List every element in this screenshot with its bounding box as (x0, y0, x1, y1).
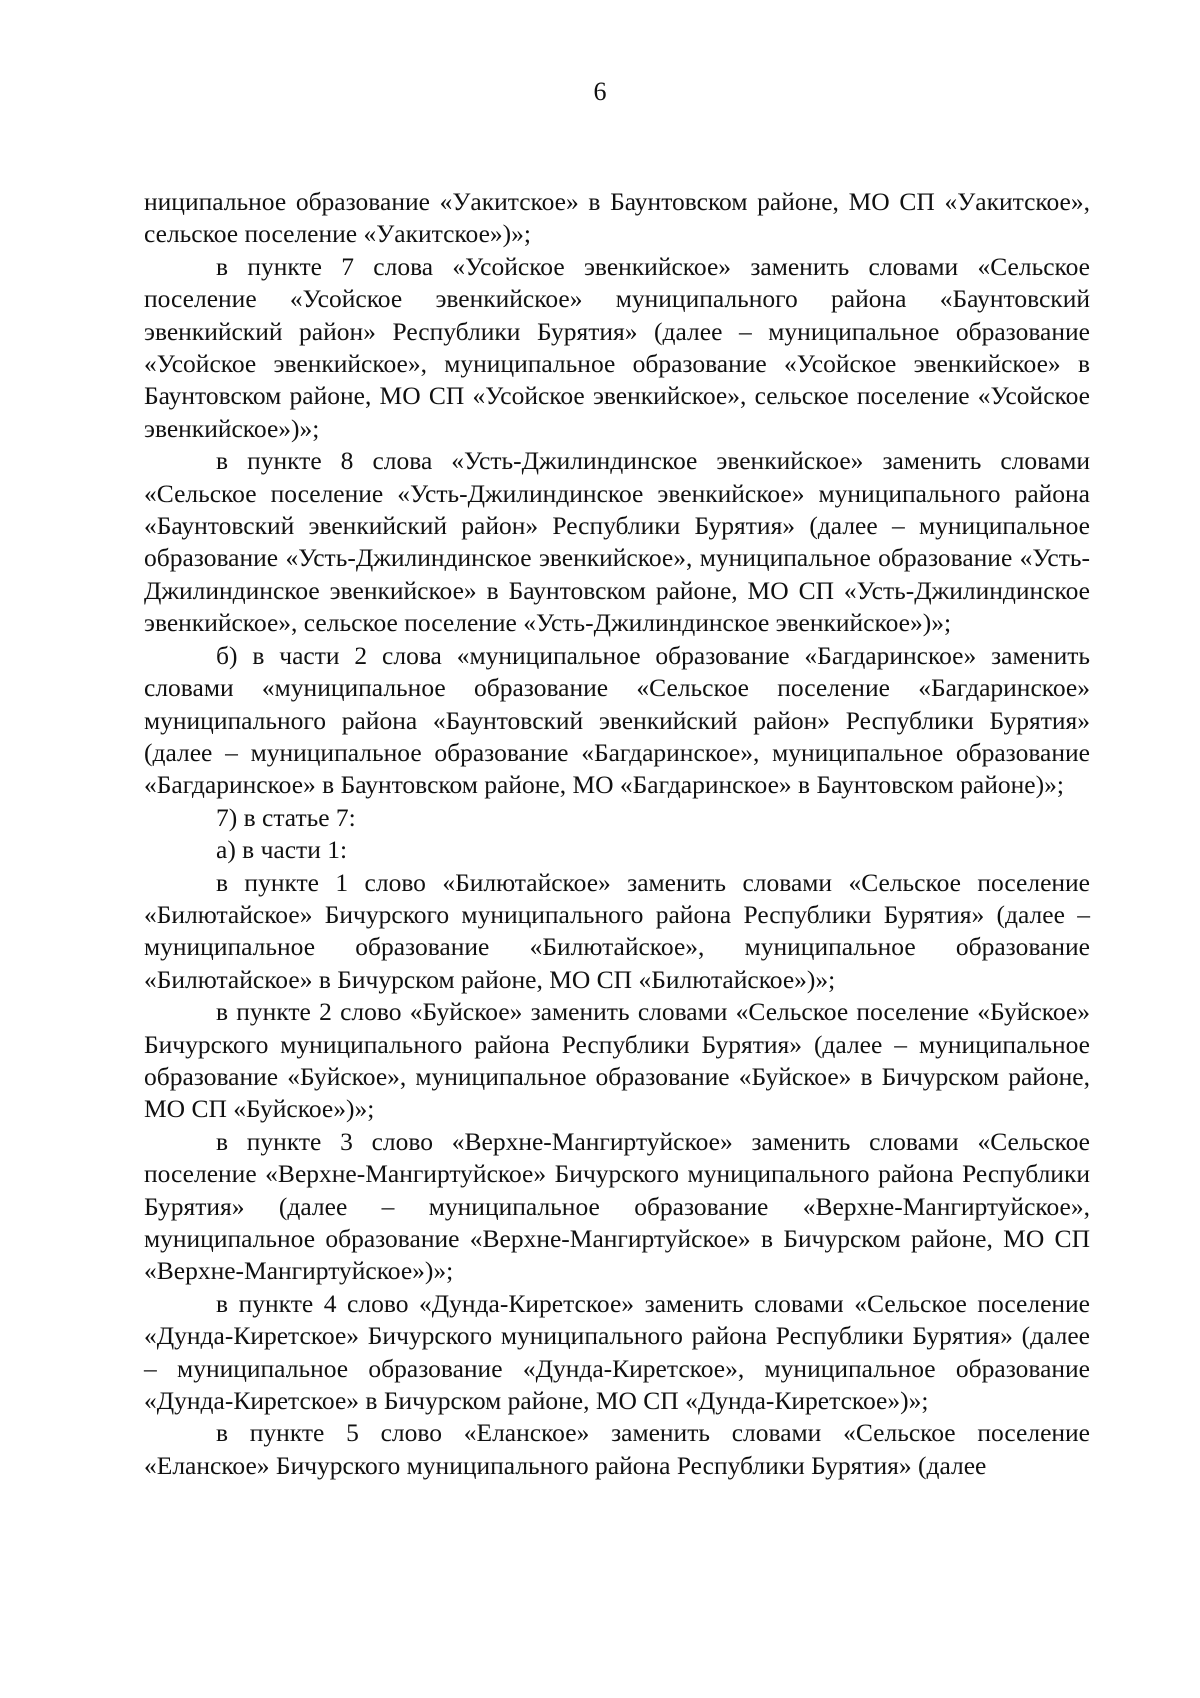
document-body (144, 186, 1090, 1482)
paragraph-article-7: 7) в статье 7: (216, 802, 356, 832)
paragraph-point-3: в пункте 3 слово «Верхне-Мангиртуйское» заменить словами «Сельское поселение «Верхне-Мангиртуйское» Бичурского муниципального района Республики Бурятия» (далее – муниципальное образование «Верхне-Мангиртуйское», муниципальное образование «Верхне-Мангиртуйское» в Бичурском районе, МО СП «Верхне-Мангиртуйское»)»; (144, 1126, 1090, 1286)
paragraph-point-2: в пункте 2 слово «Буйское» заменить словами «Сельское поселение «Буйское» Бичурского муниципального района Республики Бурятия» (далее – муниципальное образование «Буйское», муниципальное образование «Буйское» в Бичурском районе, МО СП «Буйское»)»; (144, 997, 1090, 1124)
paragraph-item-7: в пункте 7 слова «Усойское эвенкийское» заменить словами «Сельское поселение «Усойское эвенкийское» муниципального района «Баунтовский эвенкийский район» Республики Бурятия» (далее – муниципальное образование «Усойское эвенкийское», муниципальное образование «Усойское эвенкийское» в Баунтовском районе, МО СП «Усойское эвенкийское», сельское поселение «Усойское эвенкийское»)»; (144, 251, 1090, 443)
paragraph-point-5: в пункте 5 слово «Еланское» заменить словами «Сельское поселение «Еланское» Бичурского муниципального района Республики Бурятия» (далее (144, 1418, 1090, 1480)
paragraph-point-1: в пункте 1 слово «Билютайское» заменить словами «Сельское поселение «Билютайское» Бичурского муниципального района Республики Бурятия» (далее – муниципальное образование «Билютайское», муниципальное образование «Билютайское» в Бичурском районе, МО СП «Билютайское»)»; (144, 867, 1090, 994)
paragraph-part-1: а) в части 1: (216, 835, 348, 865)
paragraph-item-8: в пункте 8 слова «Усть-Джилиндинское эвенкийское» заменить словами «Сельское поселение «Усть-Джилиндинское эвенкийское» муниципального района «Баунтовский эвенкийский район» Республики Бурятия» (далее – муниципальное образование «Усть-Джилиндинское эвенкийское», муниципальное образование «Усть-Джилиндинское эвенкийское» в Баунтовском районе, МО СП «Усть-Джилиндинское эвенкийское», сельское поселение «Усть-Джилиндинское эвенкийское»)»; (144, 446, 1090, 638)
paragraph-point-4: в пункте 4 слово «Дунда-Киретское» заменить словами «Сельское поселение «Дунда-Киретское» Бичурского муниципального района Республики Бурятия» (далее – муниципальное образование «Дунда-Киретское», муниципальное образование «Дунда-Киретское» в Бичурском районе, МО СП «Дунда-Киретское»)»; (144, 1288, 1090, 1416)
paragraph-continuation: ниципальное образование «Уакитское» в Баунтовском районе, МО СП «Уакитское», сельское поселение «Уакитское»)»; (144, 187, 1090, 249)
page-number: 6 (593, 77, 607, 106)
paragraph-part-2: б) в части 2 слова «муниципальное образование «Багдаринское» заменить словами «муниципальное образование «Сельское поселение «Багдаринское» муниципального района «Баунтовский эвенкийский район» Республики Бурятия» (далее – муниципальное образование «Багдаринское», муниципальное образование «Багдаринское» в Баунтовском районе, МО «Багдаринское» в Баунтовском районе)»; (144, 640, 1090, 800)
